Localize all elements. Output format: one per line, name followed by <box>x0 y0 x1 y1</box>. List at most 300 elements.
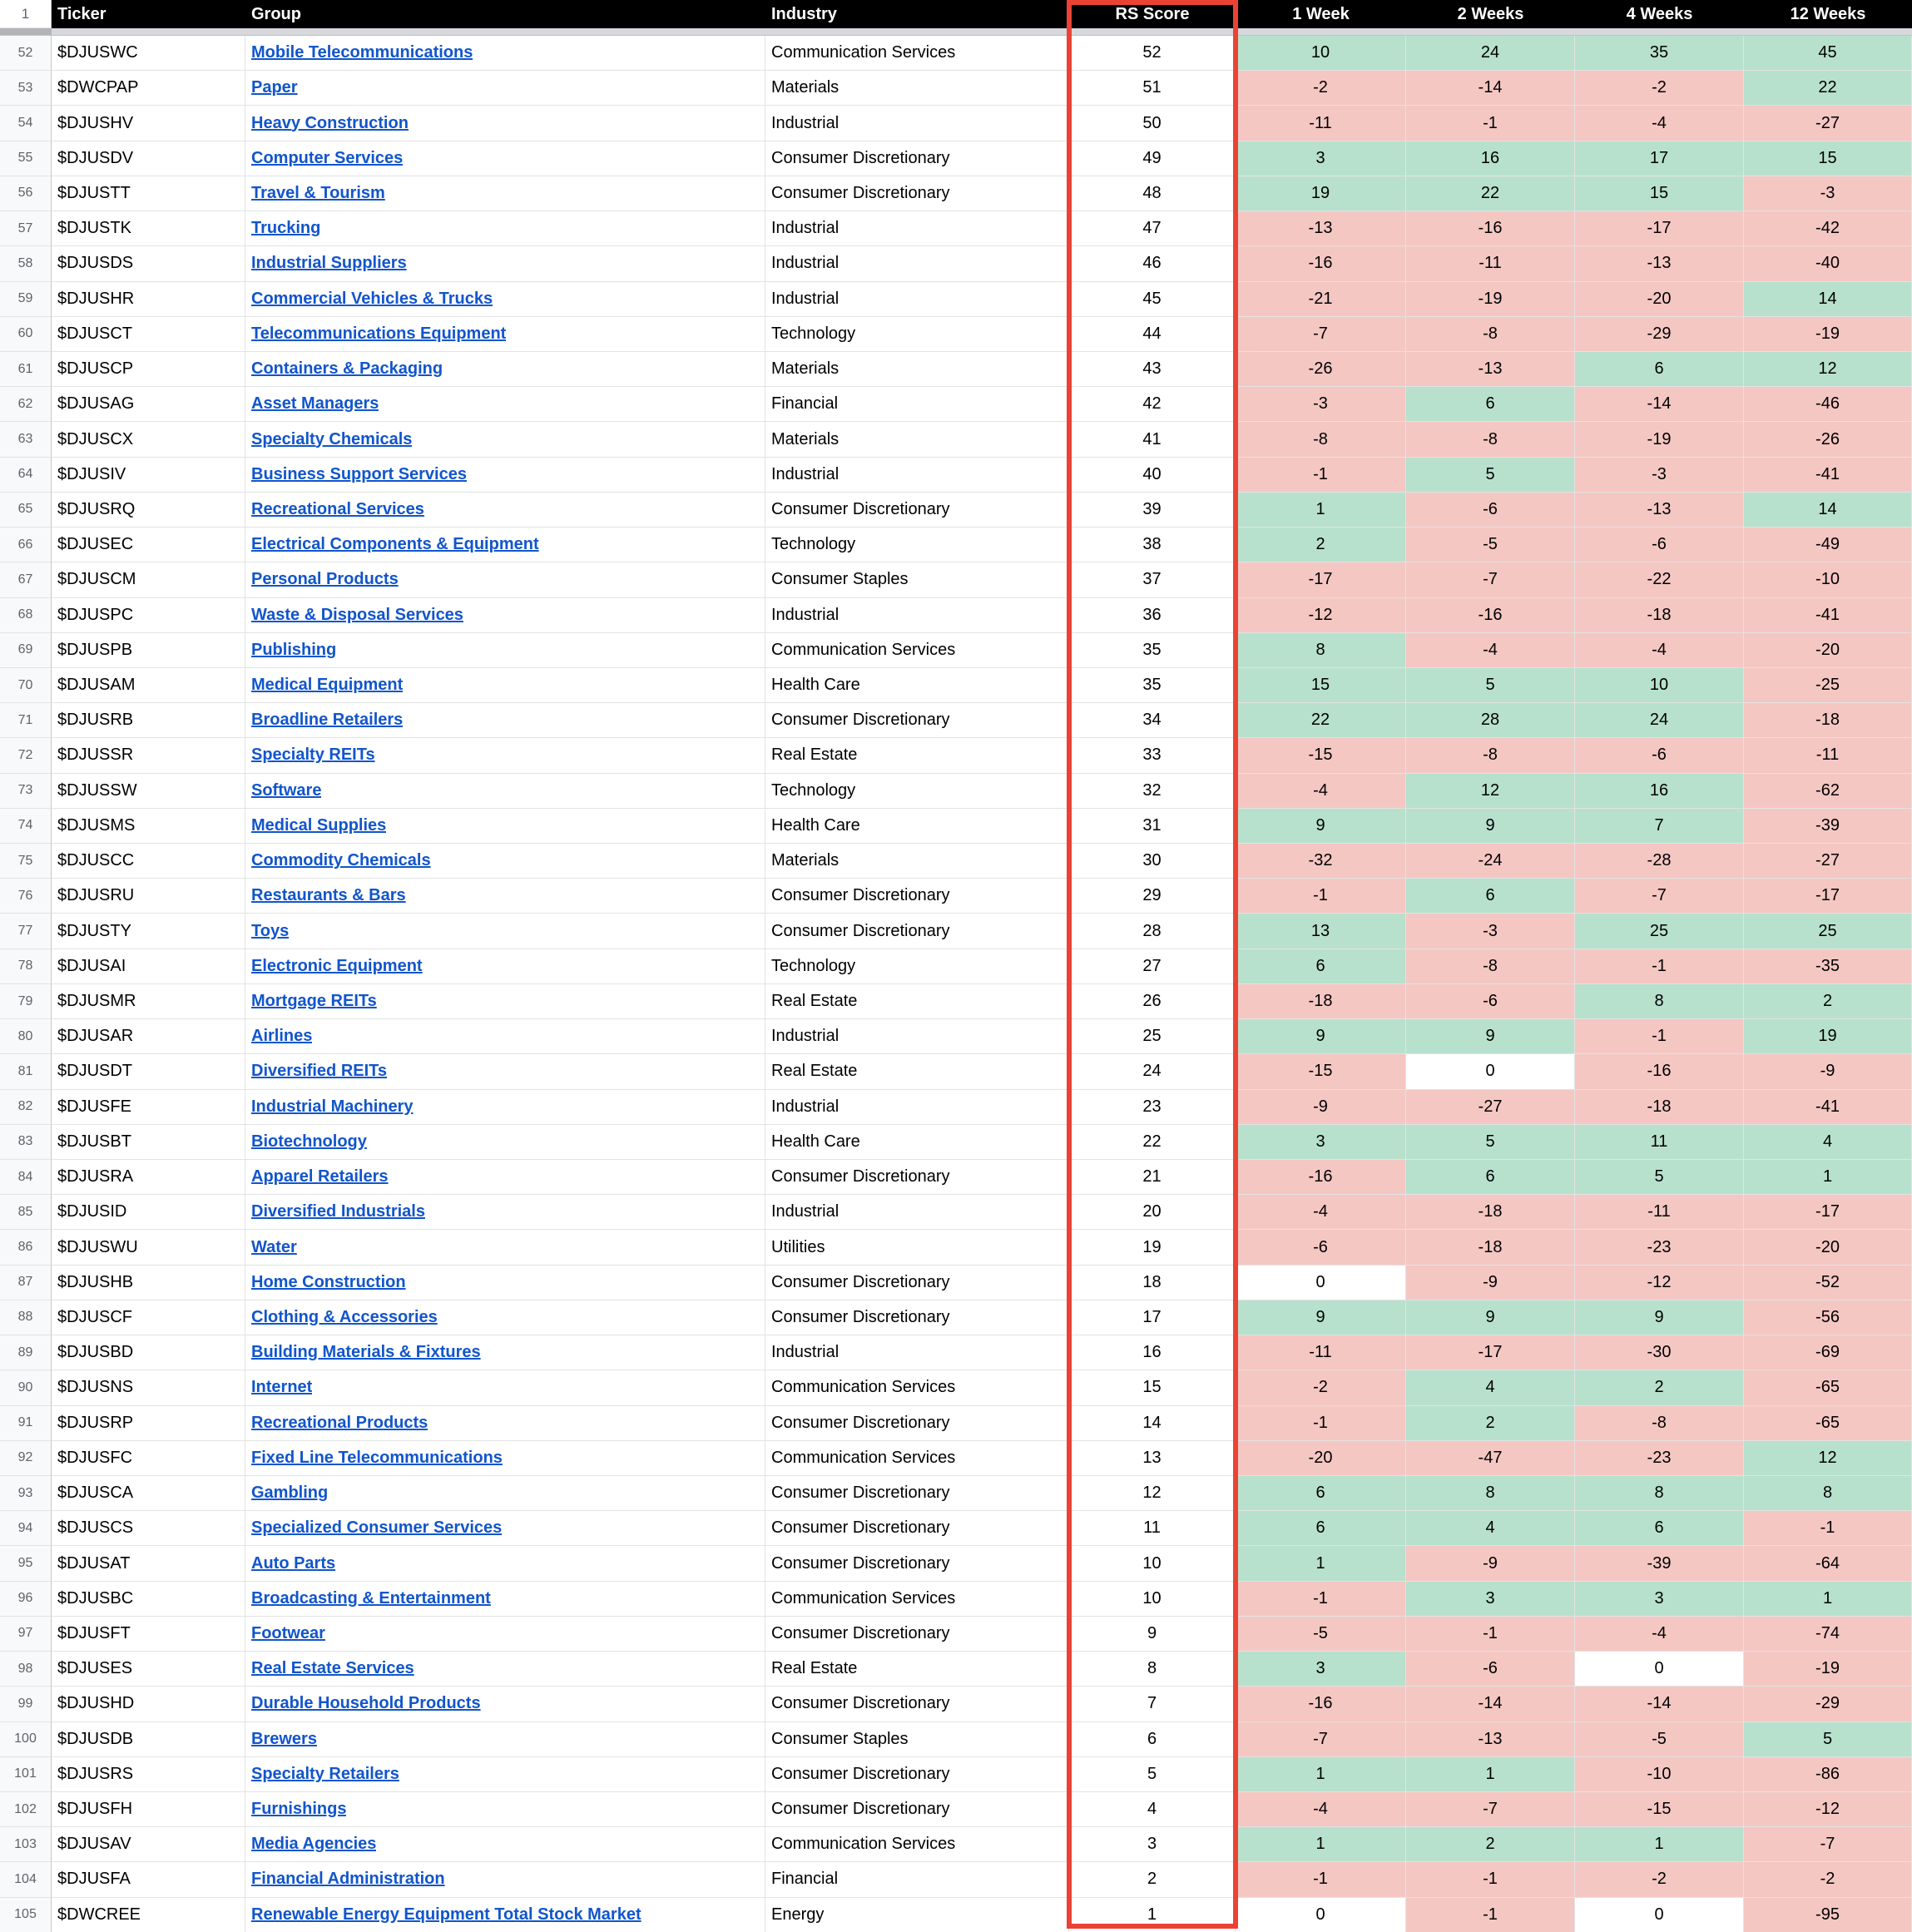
group-link[interactable]: Specialty Retailers <box>251 1764 399 1783</box>
group-link[interactable]: Restaurants & Bars <box>251 886 406 905</box>
ticker-cell[interactable]: $DJUSBD <box>52 1335 245 1370</box>
group-link[interactable]: Media Agencies <box>251 1835 377 1854</box>
week-4-cell[interactable]: -14 <box>1575 1687 1744 1721</box>
week-12-cell[interactable]: -86 <box>1744 1757 1912 1792</box>
week-2-cell[interactable]: -8 <box>1406 422 1575 457</box>
rs-score-cell[interactable]: 10 <box>1069 1546 1236 1581</box>
week-12-cell[interactable]: -10 <box>1744 562 1912 597</box>
group-cell[interactable] <box>245 493 765 528</box>
industry-cell[interactable]: Consumer Discretionary <box>765 1511 1069 1546</box>
ticker-cell[interactable]: $DJUSRA <box>52 1160 245 1195</box>
week-12-cell[interactable]: -69 <box>1744 1335 1912 1370</box>
ticker-cell[interactable]: $DJUSHV <box>52 106 245 141</box>
row-number-cell[interactable]: 57 <box>0 211 52 246</box>
week-1-cell[interactable]: -3 <box>1236 387 1406 422</box>
week-4-cell[interactable]: 7 <box>1575 809 1744 844</box>
group-link[interactable]: Broadline Retailers <box>251 711 404 730</box>
ticker-cell[interactable]: $DJUSCS <box>52 1511 245 1546</box>
ticker-cell[interactable]: $DJUSHD <box>52 1687 245 1721</box>
rs-score-cell[interactable]: 7 <box>1069 1687 1236 1721</box>
row-number-cell[interactable]: 56 <box>0 176 52 211</box>
industry-cell[interactable]: Technology <box>765 317 1069 352</box>
industry-cell[interactable]: Industrial <box>765 1090 1069 1125</box>
week-2-cell[interactable]: -1 <box>1406 1617 1575 1652</box>
group-link[interactable]: Mobile Telecommunications <box>251 43 473 62</box>
week-1-cell[interactable]: -17 <box>1236 562 1406 597</box>
week-1-cell[interactable]: -7 <box>1236 1722 1406 1757</box>
ticker-cell[interactable]: $DJUSID <box>52 1195 245 1230</box>
rs-score-cell[interactable]: 39 <box>1069 493 1236 528</box>
week-1-cell[interactable]: -20 <box>1236 1441 1406 1476</box>
week-1-cell[interactable]: 3 <box>1236 1125 1406 1160</box>
week-12-cell[interactable]: -46 <box>1744 387 1912 422</box>
industry-cell[interactable]: Technology <box>765 774 1069 809</box>
row-number-cell[interactable]: 97 <box>0 1617 52 1652</box>
week-1-cell[interactable]: 1 <box>1236 493 1406 528</box>
week-2-cell[interactable]: 8 <box>1406 1476 1575 1511</box>
week-4-cell[interactable]: -4 <box>1575 633 1744 668</box>
week-12-cell[interactable]: -19 <box>1744 317 1912 352</box>
group-cell[interactable] <box>245 1546 765 1581</box>
industry-cell[interactable]: Consumer Discretionary <box>765 1160 1069 1195</box>
ticker-cell[interactable]: $DJUSDV <box>52 141 245 176</box>
rs-score-cell[interactable]: 2 <box>1069 1862 1236 1897</box>
week-2-cell[interactable]: 5 <box>1406 1125 1575 1160</box>
week-1-cell[interactable]: -16 <box>1236 1687 1406 1721</box>
week-2-cell[interactable]: -13 <box>1406 352 1575 387</box>
group-link[interactable]: Gambling <box>251 1484 329 1503</box>
group-link[interactable]: Heavy Construction <box>251 113 409 132</box>
group-link[interactable]: Recreational Services <box>251 499 424 518</box>
rs-score-cell[interactable]: 34 <box>1069 703 1236 738</box>
week-2-cell[interactable]: 2 <box>1406 1827 1575 1862</box>
group-link[interactable]: Diversified REITs <box>251 1062 388 1081</box>
industry-cell[interactable]: Real Estate <box>765 738 1069 773</box>
group-cell[interactable] <box>245 1757 765 1792</box>
group-cell[interactable] <box>245 1582 765 1617</box>
row-number-cell[interactable]: 92 <box>0 1441 52 1476</box>
week-2-cell[interactable]: 9 <box>1406 809 1575 844</box>
week-1-cell[interactable]: -2 <box>1236 1370 1406 1405</box>
group-cell[interactable] <box>245 317 765 352</box>
week-2-cell[interactable]: -17 <box>1406 1335 1575 1370</box>
row-number-cell[interactable]: 100 <box>0 1722 52 1757</box>
week-4-cell[interactable]: 15 <box>1575 176 1744 211</box>
ticker-cell[interactable]: $DJUSCA <box>52 1476 245 1511</box>
rs-score-cell[interactable]: 6 <box>1069 1722 1236 1757</box>
week-4-cell[interactable]: -4 <box>1575 1617 1744 1652</box>
group-cell[interactable] <box>245 36 765 71</box>
group-cell[interactable] <box>245 738 765 773</box>
group-link[interactable]: Airlines <box>251 1027 313 1046</box>
industry-cell[interactable]: Financial <box>765 1862 1069 1897</box>
rs-score-cell[interactable]: 19 <box>1069 1230 1236 1265</box>
row-number-cell[interactable]: 64 <box>0 458 52 493</box>
week-1-cell[interactable]: 13 <box>1236 914 1406 949</box>
row-number-cell[interactable]: 79 <box>0 984 52 1019</box>
week-2-cell[interactable]: -6 <box>1406 493 1575 528</box>
group-link[interactable]: Financial Administration <box>251 1870 445 1889</box>
week-4-cell[interactable]: -7 <box>1575 879 1744 914</box>
ticker-cell[interactable]: $DJUSRQ <box>52 493 245 528</box>
week-12-cell[interactable]: -56 <box>1744 1300 1912 1335</box>
row-number-cell[interactable]: 74 <box>0 809 52 844</box>
group-cell[interactable] <box>245 1792 765 1827</box>
week-4-cell[interactable]: -28 <box>1575 844 1744 879</box>
week-12-cell[interactable]: -17 <box>1744 1195 1912 1230</box>
week-12-cell[interactable]: -65 <box>1744 1406 1912 1441</box>
group-link[interactable]: Specialty REITs <box>251 746 375 765</box>
industry-cell[interactable]: Industrial <box>765 106 1069 141</box>
week-12-cell[interactable]: -40 <box>1744 246 1912 281</box>
group-cell[interactable] <box>245 282 765 317</box>
group-link[interactable]: Furnishings <box>251 1800 347 1819</box>
row-number-cell[interactable]: 53 <box>0 71 52 106</box>
group-cell[interactable] <box>245 1335 765 1370</box>
ticker-cell[interactable]: $DJUSTK <box>52 211 245 246</box>
week-12-cell[interactable]: -19 <box>1744 1652 1912 1687</box>
industry-cell[interactable]: Energy <box>765 1898 1069 1932</box>
group-cell[interactable] <box>245 949 765 984</box>
week-2-cell[interactable]: -6 <box>1406 984 1575 1019</box>
group-link[interactable]: Industrial Machinery <box>251 1097 414 1116</box>
week-2-cell[interactable]: -18 <box>1406 1230 1575 1265</box>
week-2-cell[interactable]: -9 <box>1406 1546 1575 1581</box>
header-cell-12-weeks[interactable]: 12 Weeks <box>1744 0 1912 28</box>
week-4-cell[interactable]: -29 <box>1575 317 1744 352</box>
ticker-cell[interactable]: $DJUSSR <box>52 738 245 773</box>
week-12-cell[interactable]: 5 <box>1744 1722 1912 1757</box>
week-4-cell[interactable]: -16 <box>1575 1054 1744 1089</box>
week-2-cell[interactable]: -18 <box>1406 1195 1575 1230</box>
week-12-cell[interactable]: -27 <box>1744 844 1912 879</box>
rs-score-cell[interactable]: 37 <box>1069 562 1236 597</box>
week-4-cell[interactable]: 3 <box>1575 1582 1744 1617</box>
week-2-cell[interactable]: -8 <box>1406 949 1575 984</box>
group-link[interactable]: Trucking <box>251 219 321 238</box>
rs-score-cell[interactable]: 27 <box>1069 949 1236 984</box>
rs-score-cell[interactable]: 4 <box>1069 1792 1236 1827</box>
row-number-cell[interactable]: 82 <box>0 1090 52 1125</box>
row-number-cell[interactable]: 69 <box>0 633 52 668</box>
ticker-cell[interactable]: $DJUSDB <box>52 1722 245 1757</box>
industry-cell[interactable]: Consumer Discretionary <box>765 1476 1069 1511</box>
ticker-cell[interactable]: $DJUSRP <box>52 1406 245 1441</box>
week-2-cell[interactable]: 4 <box>1406 1511 1575 1546</box>
ticker-cell[interactable]: $DJUSCF <box>52 1300 245 1335</box>
week-4-cell[interactable]: 25 <box>1575 914 1744 949</box>
week-12-cell[interactable]: -62 <box>1744 774 1912 809</box>
industry-cell[interactable]: Consumer Discretionary <box>765 1300 1069 1335</box>
rs-score-cell[interactable]: 24 <box>1069 1054 1236 1089</box>
industry-cell[interactable]: Materials <box>765 71 1069 106</box>
group-cell[interactable] <box>245 1722 765 1757</box>
week-12-cell[interactable]: 1 <box>1744 1582 1912 1617</box>
week-1-cell[interactable]: -9 <box>1236 1090 1406 1125</box>
industry-cell[interactable]: Materials <box>765 844 1069 879</box>
week-4-cell[interactable]: -10 <box>1575 1757 1744 1792</box>
ticker-cell[interactable]: $DJUSDT <box>52 1054 245 1089</box>
industry-cell[interactable]: Industrial <box>765 1019 1069 1054</box>
week-1-cell[interactable]: 1 <box>1236 1757 1406 1792</box>
rs-score-cell[interactable]: 9 <box>1069 1617 1236 1652</box>
industry-cell[interactable]: Industrial <box>765 246 1069 281</box>
rs-score-cell[interactable]: 41 <box>1069 422 1236 457</box>
week-12-cell[interactable]: 15 <box>1744 141 1912 176</box>
industry-cell[interactable]: Consumer Discretionary <box>765 141 1069 176</box>
group-cell[interactable] <box>245 1827 765 1862</box>
week-4-cell[interactable]: -4 <box>1575 106 1744 141</box>
week-4-cell[interactable]: -14 <box>1575 387 1744 422</box>
group-cell[interactable] <box>245 1652 765 1687</box>
group-cell[interactable] <box>245 106 765 141</box>
group-link[interactable]: Electronic Equipment <box>251 956 423 975</box>
week-1-cell[interactable]: -1 <box>1236 458 1406 493</box>
week-12-cell[interactable]: -25 <box>1744 668 1912 703</box>
week-4-cell[interactable]: -1 <box>1575 1019 1744 1054</box>
row-number-cell[interactable]: 54 <box>0 106 52 141</box>
week-1-cell[interactable]: -11 <box>1236 1335 1406 1370</box>
week-1-cell[interactable]: -15 <box>1236 1054 1406 1089</box>
group-cell[interactable] <box>245 668 765 703</box>
rs-score-cell[interactable]: 36 <box>1069 598 1236 633</box>
week-4-cell[interactable]: -22 <box>1575 562 1744 597</box>
rs-score-cell[interactable]: 51 <box>1069 71 1236 106</box>
rs-score-cell[interactable]: 35 <box>1069 633 1236 668</box>
group-cell[interactable] <box>245 844 765 879</box>
week-4-cell[interactable]: -18 <box>1575 598 1744 633</box>
week-4-cell[interactable]: 0 <box>1575 1898 1744 1932</box>
industry-cell[interactable]: Consumer Discretionary <box>765 879 1069 914</box>
week-4-cell[interactable]: -30 <box>1575 1335 1744 1370</box>
week-4-cell[interactable]: -12 <box>1575 1266 1744 1300</box>
row-number-cell[interactable]: 77 <box>0 914 52 949</box>
week-4-cell[interactable]: -3 <box>1575 458 1744 493</box>
group-link[interactable]: Travel & Tourism <box>251 183 385 202</box>
week-2-cell[interactable]: -1 <box>1406 106 1575 141</box>
week-2-cell[interactable]: 9 <box>1406 1300 1575 1335</box>
header-cell-rs-score[interactable]: RS Score <box>1069 0 1236 28</box>
week-2-cell[interactable]: 0 <box>1406 1054 1575 1089</box>
row-number-cell[interactable]: 89 <box>0 1335 52 1370</box>
week-2-cell[interactable]: 2 <box>1406 1406 1575 1441</box>
row-number-cell[interactable]: 75 <box>0 844 52 879</box>
rs-score-cell[interactable]: 11 <box>1069 1511 1236 1546</box>
group-link[interactable]: Medical Supplies <box>251 815 387 835</box>
week-4-cell[interactable]: -19 <box>1575 422 1744 457</box>
week-12-cell[interactable]: 1 <box>1744 1160 1912 1195</box>
ticker-cell[interactable]: $DJUSFT <box>52 1617 245 1652</box>
week-2-cell[interactable]: 6 <box>1406 879 1575 914</box>
week-2-cell[interactable]: 24 <box>1406 36 1575 71</box>
group-link[interactable]: Water <box>251 1237 297 1256</box>
group-link[interactable]: Medical Equipment <box>251 676 404 695</box>
week-12-cell[interactable]: 25 <box>1744 914 1912 949</box>
group-cell[interactable] <box>245 1406 765 1441</box>
week-1-cell[interactable]: -12 <box>1236 598 1406 633</box>
week-12-cell[interactable]: -18 <box>1744 703 1912 738</box>
week-2-cell[interactable]: 6 <box>1406 1160 1575 1195</box>
week-1-cell[interactable]: -8 <box>1236 422 1406 457</box>
row-number-cell[interactable]: 88 <box>0 1300 52 1335</box>
week-4-cell[interactable]: 5 <box>1575 1160 1744 1195</box>
week-2-cell[interactable]: 5 <box>1406 458 1575 493</box>
week-2-cell[interactable]: -3 <box>1406 914 1575 949</box>
week-12-cell[interactable]: -11 <box>1744 738 1912 773</box>
week-1-cell[interactable]: -1 <box>1236 1406 1406 1441</box>
row-number-cell[interactable]: 83 <box>0 1125 52 1160</box>
row-number-cell[interactable]: 70 <box>0 668 52 703</box>
week-12-cell[interactable]: 14 <box>1744 282 1912 317</box>
week-2-cell[interactable]: 28 <box>1406 703 1575 738</box>
week-2-cell[interactable]: -1 <box>1406 1862 1575 1897</box>
rs-score-cell[interactable]: 33 <box>1069 738 1236 773</box>
row-number-cell[interactable]: 98 <box>0 1652 52 1687</box>
industry-cell[interactable]: Health Care <box>765 668 1069 703</box>
group-cell[interactable] <box>245 1617 765 1652</box>
week-2-cell[interactable]: 16 <box>1406 141 1575 176</box>
row-number-cell[interactable]: 96 <box>0 1582 52 1617</box>
group-cell[interactable] <box>245 1054 765 1089</box>
rs-score-cell[interactable]: 29 <box>1069 879 1236 914</box>
week-12-cell[interactable]: -41 <box>1744 598 1912 633</box>
group-link[interactable]: Containers & Packaging <box>251 359 443 379</box>
row-number-cell[interactable]: 76 <box>0 879 52 914</box>
industry-cell[interactable]: Consumer Discretionary <box>765 176 1069 211</box>
week-4-cell[interactable]: 0 <box>1575 1652 1744 1687</box>
week-12-cell[interactable]: -41 <box>1744 458 1912 493</box>
ticker-cell[interactable]: $DWCREE <box>52 1898 245 1932</box>
week-12-cell[interactable]: -27 <box>1744 106 1912 141</box>
industry-cell[interactable]: Technology <box>765 528 1069 562</box>
week-2-cell[interactable]: 22 <box>1406 176 1575 211</box>
week-1-cell[interactable]: -13 <box>1236 211 1406 246</box>
week-4-cell[interactable]: -23 <box>1575 1441 1744 1476</box>
week-12-cell[interactable]: -52 <box>1744 1266 1912 1300</box>
rs-score-cell[interactable]: 42 <box>1069 387 1236 422</box>
week-4-cell[interactable]: 24 <box>1575 703 1744 738</box>
group-cell[interactable] <box>245 703 765 738</box>
week-2-cell[interactable]: 3 <box>1406 1582 1575 1617</box>
week-12-cell[interactable]: -41 <box>1744 1090 1912 1125</box>
week-4-cell[interactable]: -2 <box>1575 71 1744 106</box>
week-4-cell[interactable]: -18 <box>1575 1090 1744 1125</box>
row-number-cell[interactable]: 78 <box>0 949 52 984</box>
rs-score-cell[interactable]: 45 <box>1069 282 1236 317</box>
week-1-cell[interactable]: -32 <box>1236 844 1406 879</box>
row-number-cell[interactable]: 61 <box>0 352 52 387</box>
week-2-cell[interactable]: -9 <box>1406 1266 1575 1300</box>
rs-score-cell[interactable]: 47 <box>1069 211 1236 246</box>
group-link[interactable]: Auto Parts <box>251 1553 336 1573</box>
week-1-cell[interactable]: -16 <box>1236 246 1406 281</box>
group-cell[interactable] <box>245 598 765 633</box>
industry-cell[interactable]: Real Estate <box>765 984 1069 1019</box>
row-number-cell[interactable]: 68 <box>0 598 52 633</box>
week-1-cell[interactable]: 6 <box>1236 1511 1406 1546</box>
ticker-cell[interactable]: $DJUSHR <box>52 282 245 317</box>
industry-cell[interactable]: Consumer Discretionary <box>765 703 1069 738</box>
group-cell[interactable] <box>245 422 765 457</box>
industry-cell[interactable]: Industrial <box>765 598 1069 633</box>
rs-score-cell[interactable]: 48 <box>1069 176 1236 211</box>
industry-cell[interactable]: Industrial <box>765 458 1069 493</box>
week-4-cell[interactable]: -15 <box>1575 1792 1744 1827</box>
row-number-cell[interactable]: 102 <box>0 1792 52 1827</box>
group-link[interactable]: Telecommunications Equipment <box>251 324 507 343</box>
rs-score-cell[interactable]: 31 <box>1069 809 1236 844</box>
rs-score-cell[interactable]: 46 <box>1069 246 1236 281</box>
week-1-cell[interactable]: 15 <box>1236 668 1406 703</box>
row-number-cell[interactable]: 66 <box>0 528 52 562</box>
industry-cell[interactable]: Technology <box>765 949 1069 984</box>
ticker-cell[interactable]: $DJUSFH <box>52 1792 245 1827</box>
week-4-cell[interactable]: -5 <box>1575 1722 1744 1757</box>
week-4-cell[interactable]: -2 <box>1575 1862 1744 1897</box>
rs-score-cell[interactable]: 52 <box>1069 36 1236 71</box>
week-2-cell[interactable]: 12 <box>1406 774 1575 809</box>
row-number-cell[interactable]: 91 <box>0 1406 52 1441</box>
row-number-cell[interactable]: 52 <box>0 36 52 71</box>
week-2-cell[interactable]: -14 <box>1406 1687 1575 1721</box>
week-12-cell[interactable]: -35 <box>1744 949 1912 984</box>
group-link[interactable]: Real Estate Services <box>251 1659 414 1678</box>
week-12-cell[interactable]: 4 <box>1744 1125 1912 1160</box>
group-link[interactable]: Broadcasting & Entertainment <box>251 1588 491 1608</box>
week-1-cell[interactable]: -5 <box>1236 1617 1406 1652</box>
ticker-cell[interactable]: $DJUSMR <box>52 984 245 1019</box>
group-link[interactable]: Clothing & Accessories <box>251 1307 438 1326</box>
week-12-cell[interactable]: 14 <box>1744 493 1912 528</box>
week-12-cell[interactable]: -26 <box>1744 422 1912 457</box>
industry-cell[interactable]: Consumer Discretionary <box>765 1266 1069 1300</box>
week-4-cell[interactable]: 16 <box>1575 774 1744 809</box>
week-4-cell[interactable]: 9 <box>1575 1300 1744 1335</box>
group-cell[interactable] <box>245 387 765 422</box>
group-link[interactable]: Durable Household Products <box>251 1694 481 1713</box>
industry-cell[interactable]: Communication Services <box>765 633 1069 668</box>
group-cell[interactable] <box>245 1370 765 1405</box>
industry-cell[interactable]: Communication Services <box>765 36 1069 71</box>
group-cell[interactable] <box>245 352 765 387</box>
industry-cell[interactable]: Industrial <box>765 282 1069 317</box>
group-cell[interactable] <box>245 984 765 1019</box>
week-2-cell[interactable]: -8 <box>1406 317 1575 352</box>
week-12-cell[interactable]: 12 <box>1744 1441 1912 1476</box>
week-2-cell[interactable]: -5 <box>1406 528 1575 562</box>
week-12-cell[interactable]: -74 <box>1744 1617 1912 1652</box>
week-1-cell[interactable]: 22 <box>1236 703 1406 738</box>
industry-cell[interactable]: Consumer Discretionary <box>765 1757 1069 1792</box>
row-number-cell[interactable]: 90 <box>0 1370 52 1405</box>
week-4-cell[interactable]: -8 <box>1575 1406 1744 1441</box>
week-1-cell[interactable]: -4 <box>1236 1792 1406 1827</box>
week-2-cell[interactable]: -14 <box>1406 71 1575 106</box>
group-cell[interactable] <box>245 1160 765 1195</box>
week-12-cell[interactable]: -9 <box>1744 1054 1912 1089</box>
week-1-cell[interactable]: -1 <box>1236 1862 1406 1897</box>
row-number-cell[interactable]: 85 <box>0 1195 52 1230</box>
rs-score-cell[interactable]: 3 <box>1069 1827 1236 1862</box>
rs-score-cell[interactable]: 20 <box>1069 1195 1236 1230</box>
rs-score-cell[interactable]: 23 <box>1069 1090 1236 1125</box>
rs-score-cell[interactable]: 16 <box>1069 1335 1236 1370</box>
week-1-cell[interactable]: -16 <box>1236 1160 1406 1195</box>
week-2-cell[interactable]: -13 <box>1406 1722 1575 1757</box>
rs-score-cell[interactable]: 30 <box>1069 844 1236 879</box>
week-1-cell[interactable]: 9 <box>1236 1019 1406 1054</box>
week-2-cell[interactable]: 1 <box>1406 1757 1575 1792</box>
